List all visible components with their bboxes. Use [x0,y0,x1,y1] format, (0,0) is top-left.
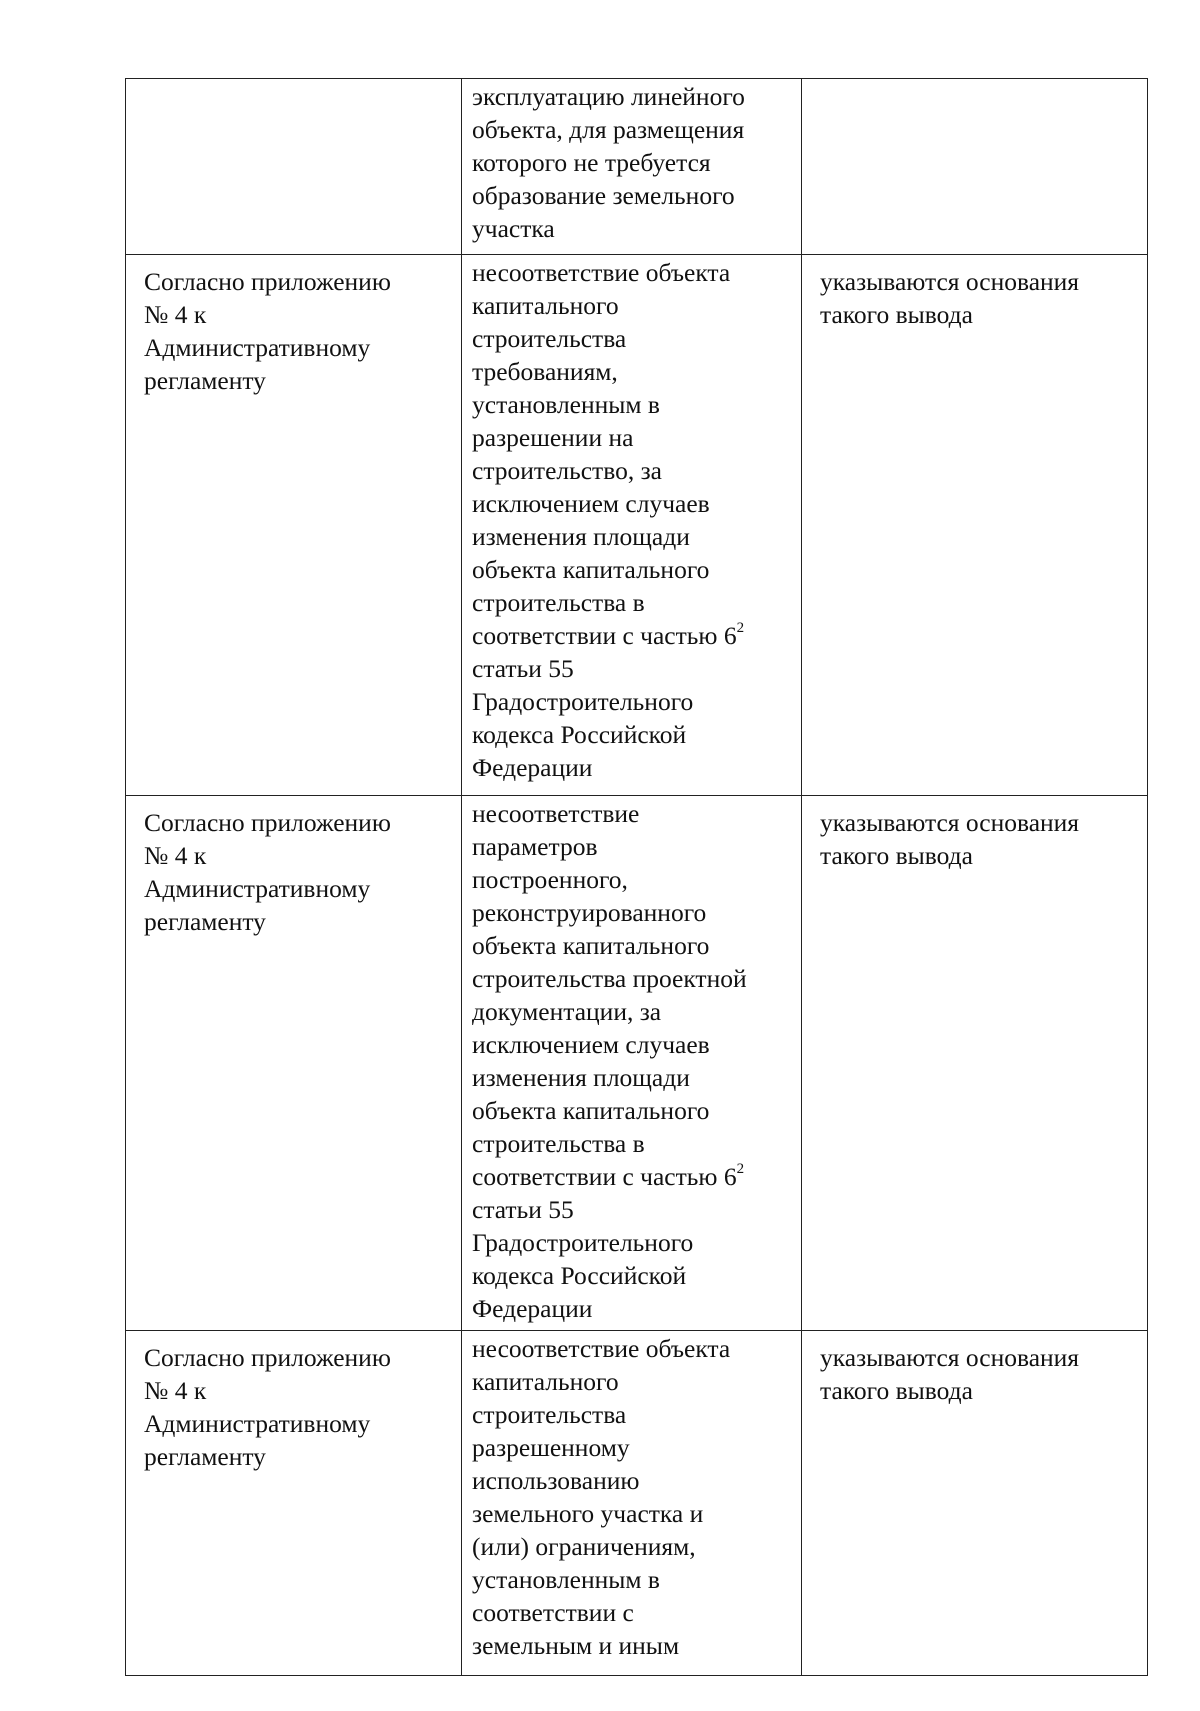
reason-cell [462,255,802,796]
reason-line: строительства в [472,1129,645,1158]
reason-line: объекта капитального [472,931,710,960]
reason-line: строительство, за [472,456,662,485]
reason-line: установленным в [472,1565,660,1594]
reason-line: Федерации [472,753,593,782]
reason-text [472,1332,793,1662]
regulation-table [125,78,1148,1676]
reason-line: строительства [472,1400,627,1429]
explanation-text: указываются основания такого вывода [820,267,1080,329]
reason-line: объекта капитального [472,1096,710,1125]
explanation-cell [802,796,1148,1331]
reason-line: построенного, [472,865,628,894]
reason-line: документации, за [472,997,662,1026]
reason-cell [462,1331,802,1676]
basis-cell [126,1331,462,1676]
reason-line: кодекса Российской [472,1261,687,1290]
reason-line: разрешенному [472,1433,630,1462]
basis-text: Согласно приложению № 4 к Административному регламенту [144,267,391,395]
reason-line: Федерации [472,1294,593,1323]
reason-line: образование земельного [472,181,735,210]
reason-line: несоответствие [472,799,640,828]
reason-line: использованию [472,1466,640,1495]
basis-cell [126,79,462,255]
reason-line: которого не требуется [472,148,711,177]
reason-line: исключением случаев [472,489,710,518]
explanation-cell [802,255,1148,796]
superscript: 2 [736,619,745,636]
reason-line: строительства в [472,588,645,617]
reason-line: строительства проектной [472,964,747,993]
table-row [126,796,1148,1331]
reason-cell [462,796,802,1331]
reason-line: параметров [472,832,598,861]
reason-line: земельным и иным [472,1631,680,1660]
basis-text: Согласно приложению № 4 к Административному регламенту [144,808,391,936]
table-row [126,79,1148,255]
reason-line: (или) ограничениям, [472,1532,696,1561]
reason-text [472,80,793,245]
explanation-cell [802,1331,1148,1676]
reason-line: земельного участка и [472,1499,704,1528]
reason-line: изменения площади [472,1063,690,1092]
reason-line: статьи 55 [472,654,574,683]
reason-line: объекта, для размещения [472,115,745,144]
superscript: 2 [736,1160,745,1177]
reason-line: соответствии с частью $6^2$ [472,619,745,650]
reason-line: капитального [472,291,619,320]
basis-text: Согласно приложению № 4 к Административному регламенту [144,1343,391,1471]
reason-line: эксплуатацию линейного [472,82,745,111]
reason-line: разрешении на [472,423,634,452]
reason-line: участка [472,214,555,243]
reason-line: строительства [472,324,627,353]
reason-line: соответствии с частью $6^2$ [472,1160,745,1191]
reason-line: несоответствие объекта [472,258,731,287]
reason-line: исключением случаев [472,1030,710,1059]
table-row [126,255,1148,796]
table-row [126,1331,1148,1676]
explanation-cell [802,79,1148,255]
reason-line: капитального [472,1367,619,1396]
basis-cell [126,255,462,796]
reason-text [472,797,793,1325]
reason-line: требованиям, [472,357,618,386]
reason-line: кодекса Российской [472,720,687,749]
reason-text [472,256,793,784]
reason-line: соответствии с [472,1598,634,1627]
reason-line: несоответствие объекта [472,1334,731,1363]
reason-line: установленным в [472,390,660,419]
explanation-text: указываются основания такого вывода [820,1343,1080,1405]
explanation-text: указываются основания такого вывода [820,808,1080,870]
reason-cell [462,79,802,255]
reason-line: статьи 55 [472,1195,574,1224]
basis-cell [126,796,462,1331]
reason-line: реконструированного [472,898,707,927]
reason-line: изменения площади [472,522,690,551]
reason-line: Градостроительного [472,687,694,716]
reason-line: Градостроительного [472,1228,694,1257]
reason-line: объекта капитального [472,555,710,584]
